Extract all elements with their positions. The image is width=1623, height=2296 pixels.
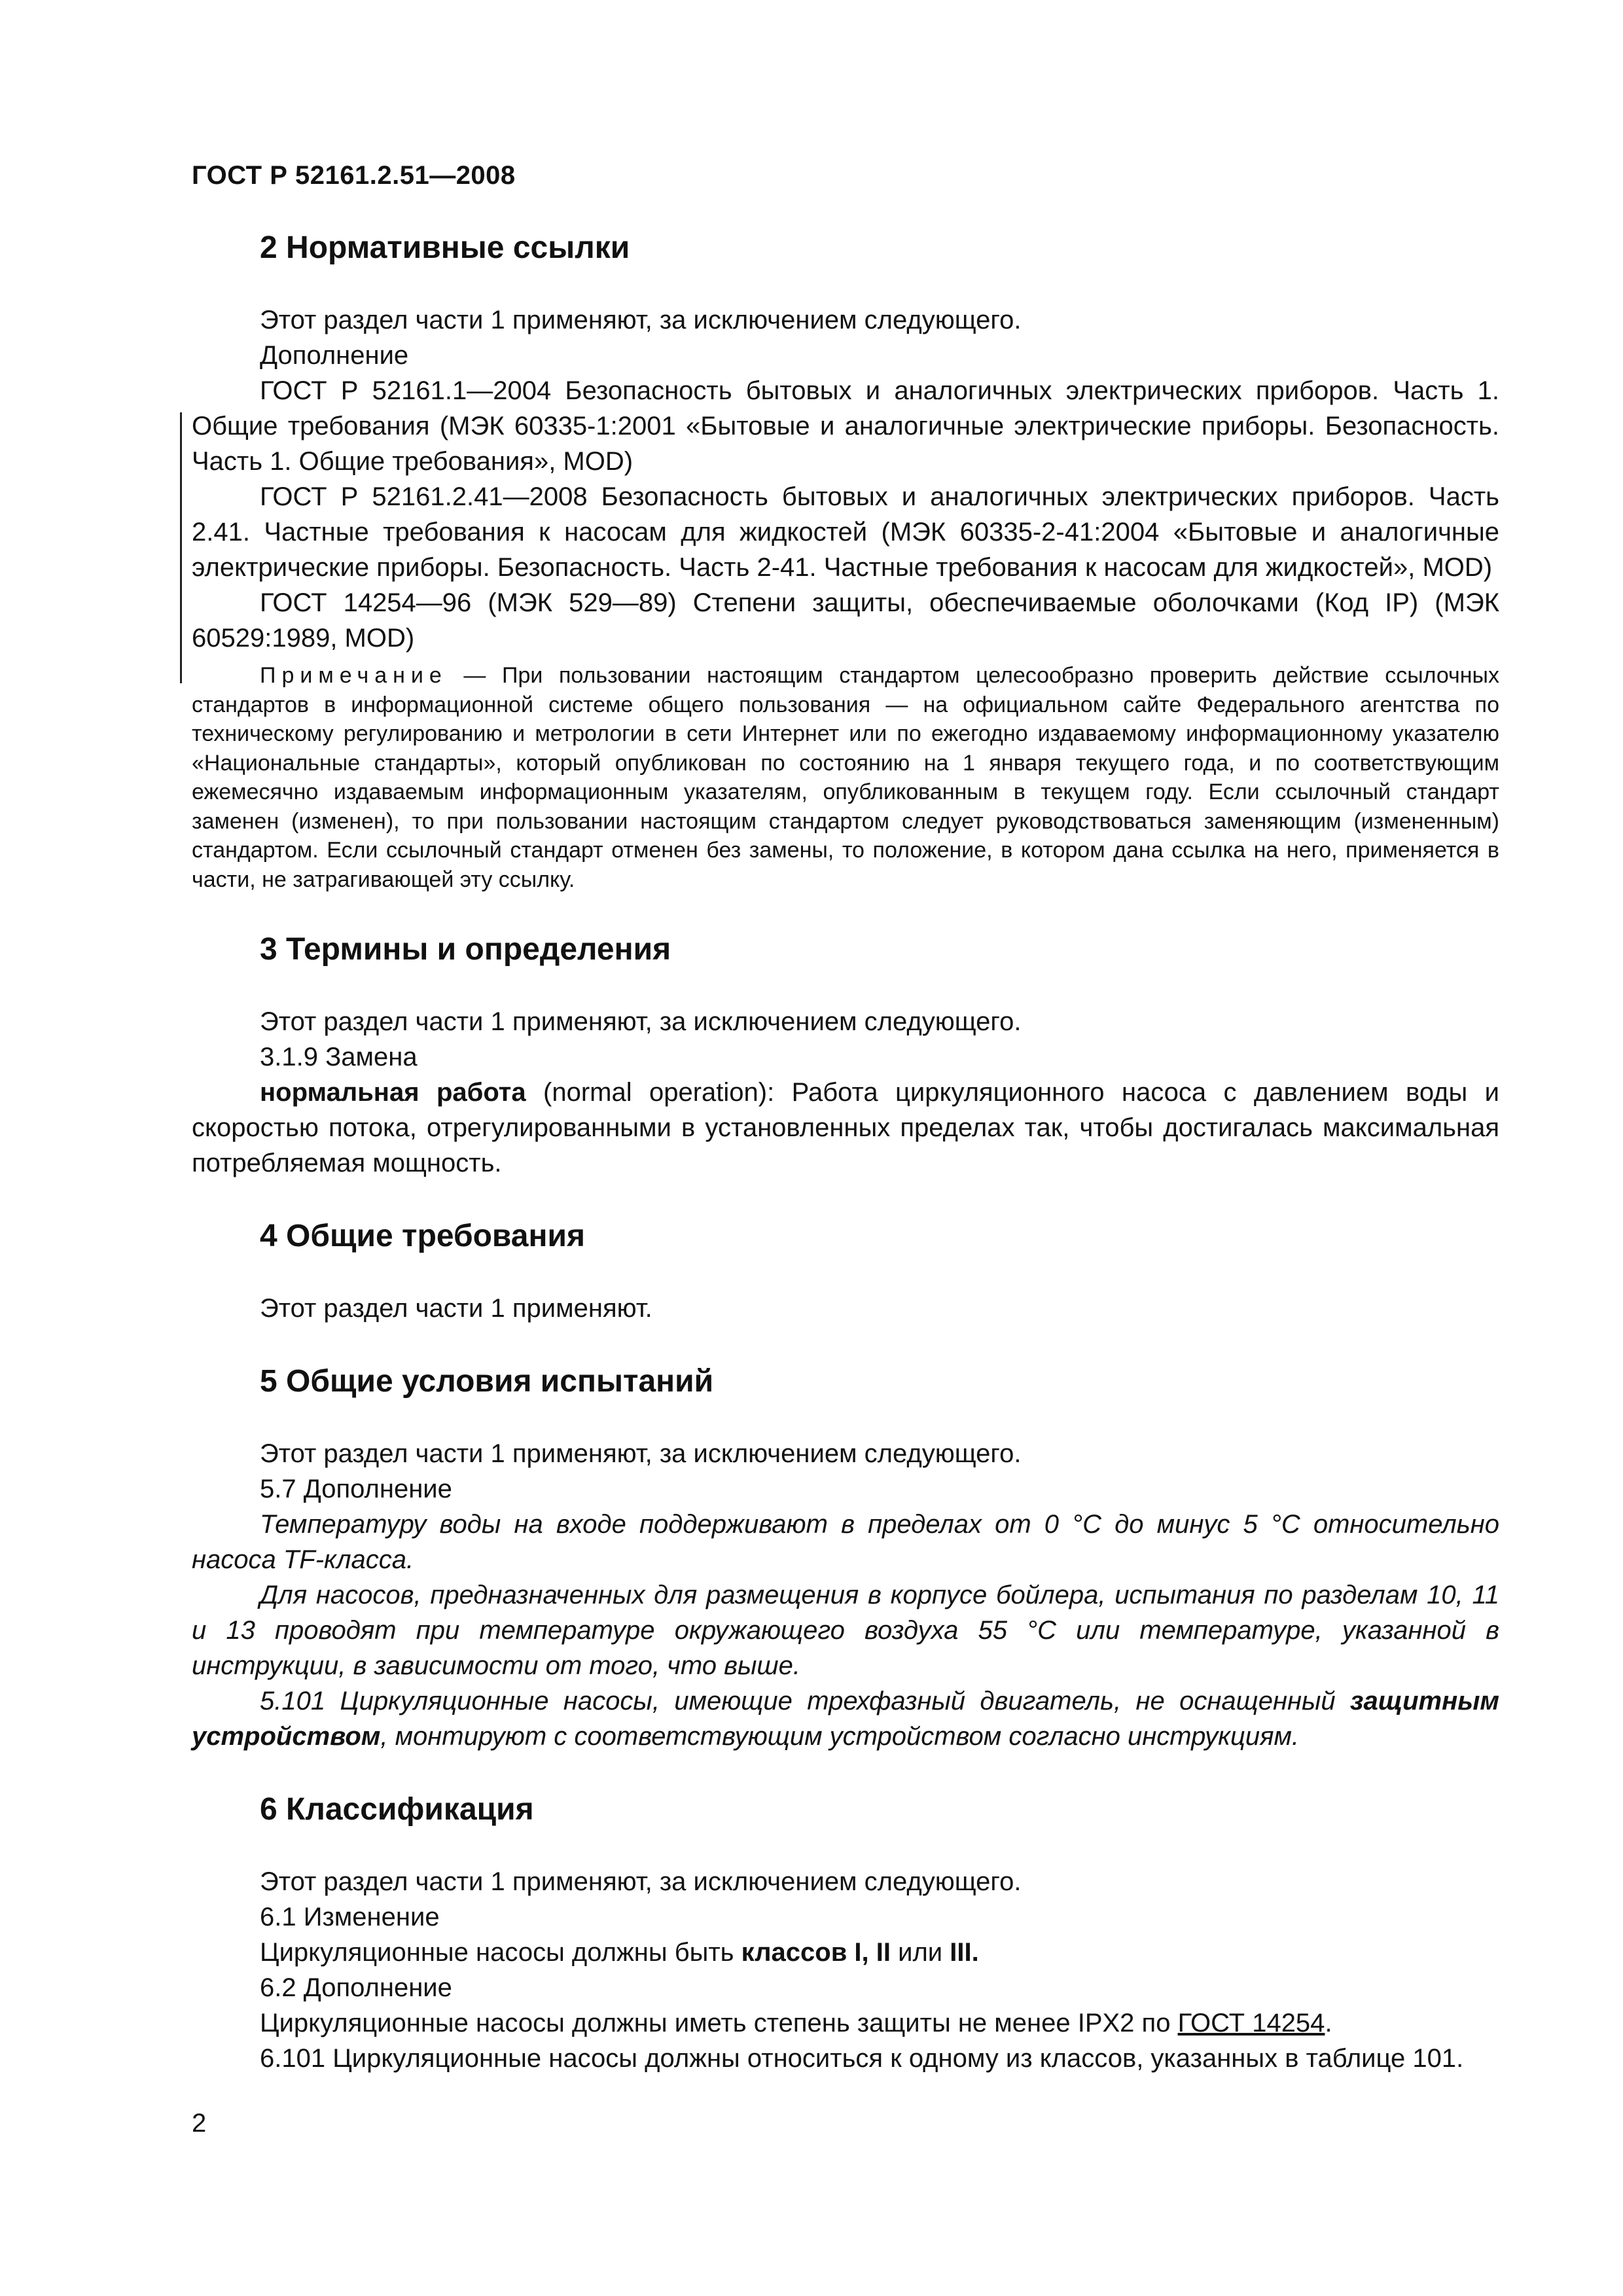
- paragraph: 3.1.9 Замена: [260, 1043, 418, 1071]
- paragraph: Этот раздел части 1 применяют, за исключением следующего.: [260, 1867, 1022, 1896]
- reference-item: ГОСТ Р 52161.1—2004 Безопасность бытовых и аналогичных электрических приборов. Часть 1. Общие требования (МЭК 60335-1:2001 «Бытовые и аналогичные электрические приборы. Безопасность. Часть 1. Общие требования», MOD): [192, 376, 1499, 476]
- paragraph: Для насосов, предназначенных для размещения в корпусе бойлера, испытания по разделам 10, 11 и 13 проводят при температуре окружающего воздуха 55 °С или температуре, указанной в инструкции, в зависимости от того, что выше.: [192, 1581, 1499, 1680]
- reference-item: ГОСТ 14254—96 (МЭК 529—89) Степени защиты, обеспечиваемые оболочками (Код IP) (МЭК 60529:1989, MOD): [192, 588, 1499, 653]
- bold-term: III.: [950, 1938, 979, 1967]
- paragraph: Этот раздел части 1 применяют, за исключением следующего.: [260, 306, 1022, 334]
- revision-marked-block: [192, 338, 1499, 656]
- section-title: 6 Классификация: [260, 1792, 534, 1827]
- bold-term: классов I, II: [741, 1938, 891, 1967]
- paragraph: 6.1 Изменение: [260, 1903, 440, 1931]
- note-label: Примечание: [260, 663, 448, 688]
- section-terms-definitions: [192, 929, 1499, 1181]
- text-run: или: [890, 1938, 950, 1967]
- section-classification: [192, 1789, 1499, 2076]
- section-title: 2 Нормативные ссылки: [260, 230, 630, 265]
- text-run: Циркуляционные насосы должны иметь степень защиты не менее IPX2 по: [260, 2009, 1178, 2037]
- paragraph: Этот раздел части 1 применяют, за исключением следующего.: [260, 1007, 1022, 1036]
- paragraph: Этот раздел части 1 применяют, за исключением следующего.: [260, 1439, 1022, 1468]
- section-general-requirements: [192, 1216, 1499, 1326]
- paragraph: [192, 1683, 1499, 1754]
- text-run: 5.101 Циркуляционные насосы, имеющие трехфазный двигатель, не оснащенный: [260, 1687, 1351, 1715]
- paragraph: [192, 2005, 1499, 2041]
- standard-link[interactable]: ГОСТ 14254: [1177, 2009, 1325, 2037]
- section-normative-references: [192, 228, 1499, 894]
- paragraph: Дополнение: [260, 341, 409, 370]
- section-title: 3 Термины и определения: [260, 932, 671, 967]
- page-number: 2: [192, 2109, 207, 2138]
- text-run: .: [1325, 2009, 1332, 2037]
- definition: [192, 1075, 1499, 1181]
- section-title: 4 Общие требования: [260, 1219, 585, 1253]
- reference-item: ГОСТ Р 52161.2.41—2008 Безопасность бытовых и аналогичных электрических приборов. Часть 2.41. Частные требования к насосам для жидкостей (МЭК 60335-2-41:2004 «Бытовые и аналогичные электрические приборы. Безопасность. Часть 2-41. Частные требования к насосам для жидкостей», MOD): [192, 482, 1499, 582]
- paragraph: 6.101 Циркуляционные насосы должны относиться к одному из классов, указанных в таблице 101.: [260, 2044, 1464, 2073]
- document-header: ГОСТ Р 52161.2.51—2008: [192, 161, 516, 190]
- paragraph: [192, 1935, 1499, 1970]
- term: нормальная работа: [260, 1078, 526, 1107]
- bold-term: защитным устройством: [192, 1687, 1499, 1751]
- text-run: Циркуляционные насосы должны быть: [260, 1938, 741, 1967]
- paragraph: Этот раздел части 1 применяют.: [260, 1294, 652, 1323]
- paragraph: Температуру воды на входе поддерживают в пределах от 0 °С до минус 5 °С относительно насоса TF-класса.: [192, 1510, 1499, 1574]
- section-title: 5 Общие условия испытаний: [260, 1364, 714, 1399]
- note-text: — При пользовании настоящим стандартом целесообразно проверить действие ссылочных стандартов в информационной системе общего пользования — на официальном сайте Федерального агентства по техническому регулированию и метрологии в сети Интернет или по ежегодно издаваемому информационному указателю «Национальные стандарты», который опубликован по состоянию на 1 января текущего года, и по соответствующим ежемесячно издаваемым информационным указателям, опубликованным в текущем году. Если ссылочный стандарт заменен (изменен), то при пользовании настоящим стандартом следует руководствоваться заменяющим (измененным) стандартом. Если ссылочный стандарт отменен без замены, то положение, в котором дана ссылка на него, применяется в части, не затрагивающей эту ссылку.: [192, 663, 1499, 892]
- definition-text: (normal operation): Работа циркуляционного насоса с давлением воды и скоростью потока, отрегулированными в установленных пределах так, чтобы достигалась максимальная потребляемая мощность.: [192, 1078, 1500, 1177]
- paragraph: 6.2 Дополнение: [260, 1973, 452, 2002]
- text-run: , монтируют с соответствующим устройством согласно инструкциям.: [380, 1722, 1299, 1751]
- paragraph: 5.7 Дополнение: [260, 1475, 452, 1503]
- document-body: [192, 228, 1499, 2111]
- section-test-conditions: [192, 1361, 1499, 1754]
- revision-bar: [180, 412, 182, 683]
- note: [192, 661, 1499, 894]
